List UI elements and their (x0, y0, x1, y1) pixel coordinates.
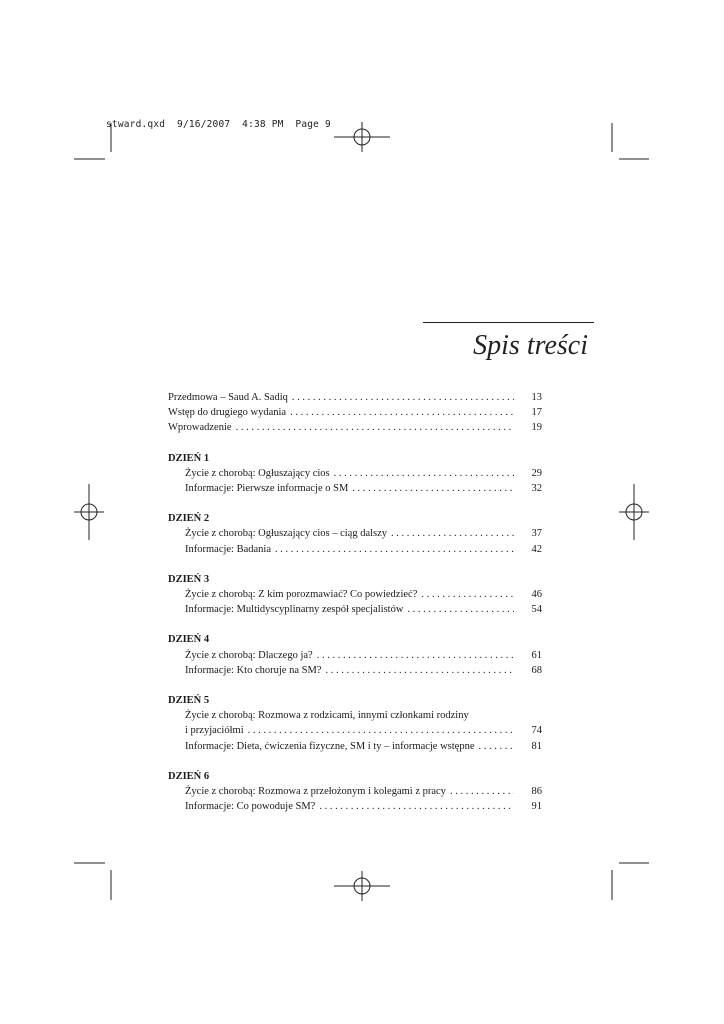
entry-title: Wstęp do drugiego wydania (168, 407, 287, 419)
page-number: 61 (531, 649, 542, 661)
registration-mark-icon (619, 484, 649, 540)
entry-title: Informacje: Pierwsze informacje o SM (185, 483, 349, 495)
registration-mark-icon (334, 871, 390, 901)
leader-dots (391, 526, 514, 541)
leader-dots (450, 784, 514, 799)
page-number: 91 (531, 801, 542, 813)
page-number: 32 (531, 483, 542, 495)
leader-dots (248, 723, 514, 738)
toc-entry (168, 390, 542, 405)
registration-mark-icon (334, 122, 390, 152)
toc-entry (168, 799, 542, 814)
registration-mark-icon (74, 484, 104, 540)
entry-title: Informacje: Badania (185, 543, 271, 555)
leader-dots (352, 481, 514, 496)
toc-entry (168, 602, 542, 617)
day-heading: DZIEŃ 6 (168, 770, 210, 782)
entry-title-continuation: i przyjaciółmi (185, 725, 244, 737)
toc-entry (168, 481, 542, 496)
page-title: Spis treści (473, 330, 588, 361)
leader-dots (421, 587, 514, 602)
page-number: 54 (531, 604, 542, 616)
page-number: 17 (531, 407, 542, 419)
page-number: 86 (531, 786, 542, 798)
leader-dots (325, 663, 514, 678)
toc-entry (168, 587, 542, 602)
table-of-contents (168, 390, 542, 814)
page-number: 74 (531, 725, 542, 737)
page-number: 37 (531, 528, 542, 540)
page-number: 42 (531, 543, 542, 555)
leader-dots (334, 466, 514, 481)
toc-entry (168, 648, 542, 663)
leader-dots (236, 420, 514, 435)
entry-title: Przedmowa – Saud A. Sadiq (168, 392, 288, 403)
toc-entry (168, 420, 542, 435)
toc-entry (168, 784, 542, 799)
entry-title: Życie z chorobą: Ogłuszający cios – ciąg dalszy (185, 528, 388, 540)
leader-dots (319, 799, 514, 814)
day-heading: DZIEŃ 5 (168, 695, 210, 707)
leader-dots (290, 405, 514, 420)
entry-title: Życie z chorobą: Rozmowa z rodzicami, innymi członkami rodziny (185, 710, 469, 722)
leader-dots (479, 739, 514, 754)
toc-entry (168, 405, 542, 420)
day-heading: DZIEŃ 2 (168, 513, 210, 525)
toc-entry (168, 723, 542, 738)
entry-title: Życie z chorobą: Dlaczego ja? (185, 649, 313, 661)
day-heading: DZIEŃ 4 (168, 634, 210, 646)
entry-title: Informacje: Dieta, ćwiczenia fizyczne, SM i ty – informacje wstępne (185, 740, 475, 752)
title-rule (423, 322, 594, 323)
entry-title: Życie z chorobą: Z kim porozmawiać? Co powiedzieć? (185, 589, 418, 601)
leader-dots (292, 390, 514, 405)
toc-entry (168, 663, 542, 678)
page-number: 29 (531, 467, 542, 479)
leader-dots (317, 648, 514, 663)
page-number: 19 (531, 422, 542, 434)
day-heading: DZIEŃ 1 (168, 452, 210, 464)
leader-dots (407, 602, 514, 617)
entry-title: Informacje: Co powoduje SM? (185, 801, 316, 813)
entry-title: Życie z chorobą: Rozmowa z przełożonym i kolegami z pracy (185, 786, 446, 798)
page-number: 46 (531, 589, 542, 601)
entry-title: Wprowadzenie (168, 422, 232, 434)
page-number: 13 (531, 392, 542, 403)
entry-title: Informacje: Kto choruje na SM? (185, 664, 322, 676)
day-heading: DZIEŃ 3 (168, 573, 210, 585)
toc-entry (168, 526, 542, 541)
entry-title: Życie z chorobą: Ogłuszający cios (185, 467, 330, 479)
page-number: 81 (531, 740, 542, 752)
toc-entry (168, 542, 542, 557)
toc-entry (168, 466, 542, 481)
page-number: 68 (531, 664, 542, 676)
print-slug: stward.qxd 9/16/2007 4:38 PM Page 9 (106, 119, 331, 130)
toc-entry (168, 739, 542, 754)
leader-dots (275, 542, 514, 557)
entry-title: Informacje: Multidyscyplinarny zespół specjalistów (185, 604, 404, 616)
